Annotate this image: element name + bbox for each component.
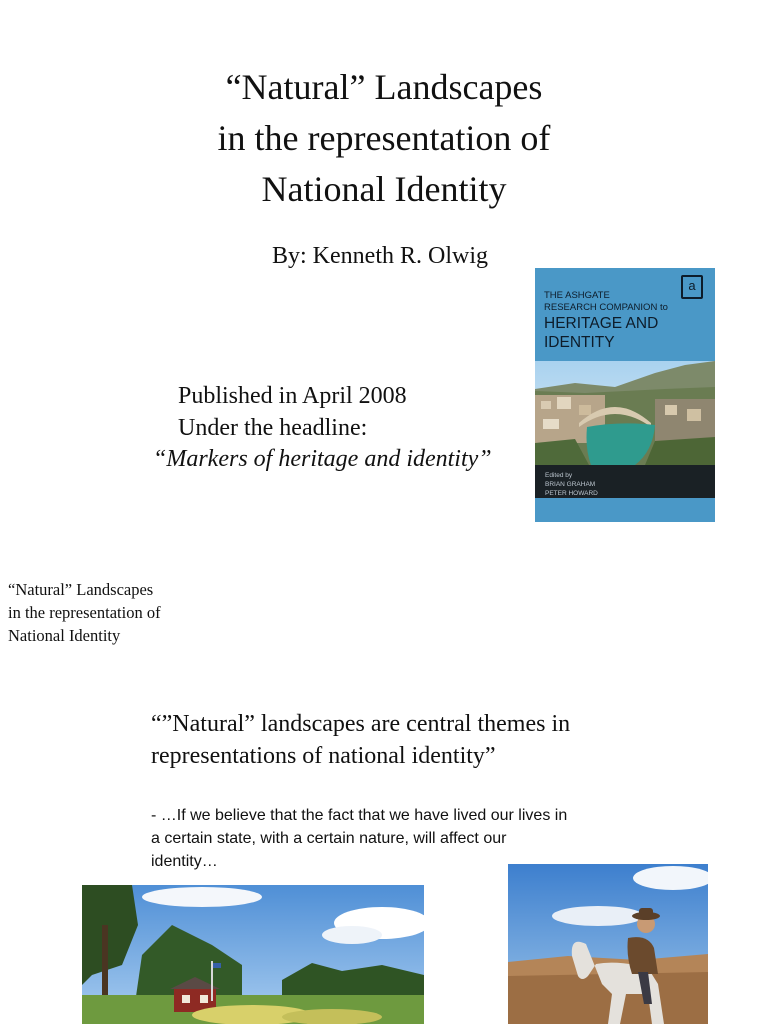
publication-headline: “Markers of heritage and identity” — [153, 446, 492, 472]
slide-title-small-line-3: National Identity — [8, 626, 121, 645]
book-cover-line-1: THE ASHGATE — [544, 290, 610, 301]
central-quote — [151, 708, 570, 772]
publication-date: Published in April 2008 — [178, 383, 407, 409]
main-title-line-2: in the representation of — [217, 118, 551, 158]
book-cover-editors — [545, 471, 598, 498]
book-cover-title — [544, 290, 709, 352]
publication-headline-label: Under the headline: — [178, 415, 368, 441]
bullet-text-line-1: - …If we believe that the fact that we have lived our lives in — [151, 807, 568, 824]
bullet-text-line-3: identity… — [151, 853, 218, 870]
slide-title-small-line-1: “Natural” Landscapes — [8, 580, 154, 599]
book-cover-line-2: RESEARCH COMPANION to — [544, 302, 668, 313]
publisher-logo-icon: a — [681, 275, 703, 299]
horse-rider-photo — [508, 864, 708, 1024]
editor-2: PETER HOWARD — [545, 490, 598, 497]
editor-1: BRIAN GRAHAM — [545, 481, 596, 488]
bullet-text-line-2: a certain state, with a certain nature, will affect our — [151, 830, 507, 847]
main-title-line-3: National Identity — [261, 169, 507, 209]
book-cover-image — [535, 268, 715, 522]
slide-title-small — [8, 578, 161, 647]
book-cover-bridge-photo — [535, 361, 715, 465]
book-cover-line-4: IDENTITY — [544, 334, 615, 351]
main-title — [84, 62, 684, 215]
bullet-text — [151, 804, 621, 873]
editors-label: Edited by — [545, 472, 573, 479]
author-byline: By: Kenneth R. Olwig — [272, 243, 488, 269]
publication-info — [178, 380, 407, 444]
main-title-line-1: “Natural” Landscapes — [225, 67, 543, 107]
central-quote-line-2: representations of national identity” — [151, 743, 496, 769]
book-cover-line-3: HERITAGE AND — [544, 315, 659, 332]
slide-title-small-line-2: in the representation of — [8, 603, 161, 622]
landscape-farm-photo — [82, 885, 424, 1024]
central-quote-line-1: “”Natural” landscapes are central themes in — [151, 711, 571, 737]
